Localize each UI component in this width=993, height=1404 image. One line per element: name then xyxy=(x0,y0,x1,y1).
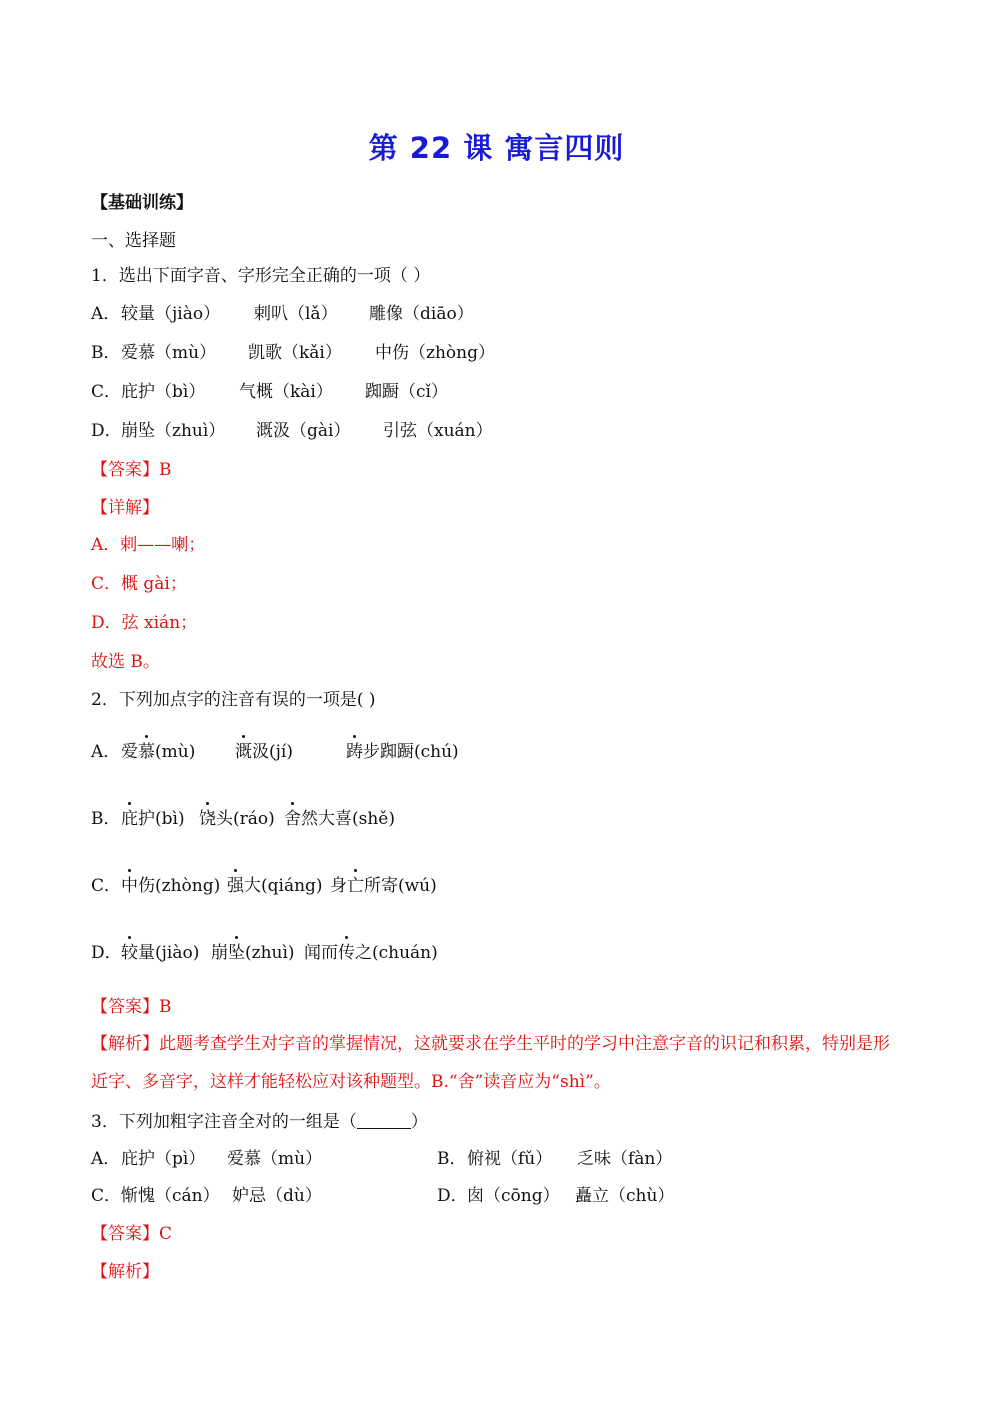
dotted-char: 坠 xyxy=(228,943,245,963)
answer-value: B xyxy=(159,460,172,480)
option-item: 庇护（bì） xyxy=(121,382,206,402)
q2-option-d[interactable] xyxy=(91,942,438,964)
option-label: A． xyxy=(91,304,121,324)
answer-value: B xyxy=(159,997,172,1017)
q1-option-c[interactable] xyxy=(91,381,448,403)
option-label: D． xyxy=(91,421,122,441)
option-label: B． xyxy=(91,809,121,829)
q1-explain-line: D．弦 xián； xyxy=(91,613,198,633)
option-item: 惭愧（cán） xyxy=(121,1186,220,1206)
option-item: 庇护(bì) xyxy=(121,809,185,829)
option-item: 强大(qiáng) xyxy=(227,876,323,896)
dotted-char: 饶 xyxy=(199,809,216,829)
q2-analysis xyxy=(91,1025,901,1101)
option-item: 引弦（xuán） xyxy=(383,421,493,441)
option-label: C． xyxy=(91,876,122,896)
q1-explain-label: 【详解】 xyxy=(91,498,159,518)
option-item: 矗立（chù） xyxy=(575,1186,675,1206)
option-item: 爱慕（mù） xyxy=(227,1149,323,1169)
option-label: A． xyxy=(91,1149,121,1169)
q1-explain-line: A．剌——喇； xyxy=(91,535,206,555)
option-label: D． xyxy=(437,1186,468,1206)
option-label: A． xyxy=(91,742,121,762)
q2-stem: 2．下列加点字的注音有误的一项是( ) xyxy=(91,690,376,710)
q1-explain-line: 故选 B。 xyxy=(91,652,160,672)
analysis-text: 此题考查学生对字音的掌握情况，这就要求在学生平时的学习中注意字音的识记和积累，特别是形近字、多音字，这样才能轻松应对该种题型。B.“舍”读音应为“shì”。 xyxy=(91,1034,890,1092)
q2-option-a[interactable] xyxy=(91,741,459,763)
page-title: 第 22 课 寓言四则 xyxy=(368,131,625,165)
q2-answer xyxy=(91,996,172,1018)
q2-option-b[interactable] xyxy=(91,808,395,830)
dotted-char: 传 xyxy=(338,943,355,963)
dotted-char: 踌 xyxy=(346,742,363,762)
answer-value: C xyxy=(159,1224,173,1244)
q3-option-a[interactable] xyxy=(91,1148,323,1170)
q1-stem: 1．选出下面字音、字形完全正确的一项（ ） xyxy=(91,266,431,286)
option-label: C． xyxy=(91,1186,122,1206)
option-item: 踟蹰（cǐ） xyxy=(365,382,448,402)
q1-explain-line: C．概 gài； xyxy=(91,574,187,594)
option-item: 中伤(zhòng) xyxy=(121,876,221,896)
q3-option-d[interactable] xyxy=(437,1185,675,1207)
q3-answer xyxy=(91,1223,172,1245)
option-label: B． xyxy=(91,343,121,363)
option-item: 凯歌（kǎi） xyxy=(248,343,342,363)
option-item: 剌叭（lǎ） xyxy=(254,304,338,324)
option-item: 爱慕(mù) xyxy=(121,742,196,762)
answer-label: 【答案】 xyxy=(91,460,159,480)
q3-option-c[interactable] xyxy=(91,1185,322,1207)
q1-option-b[interactable] xyxy=(91,342,495,364)
dotted-char: 亡 xyxy=(347,876,364,896)
option-item: 踌步踟蹰(chú) xyxy=(346,742,459,762)
option-item: 舍然大喜(shě) xyxy=(284,809,395,829)
option-item: 乏味（fàn） xyxy=(577,1149,673,1169)
dotted-char: 较 xyxy=(121,943,138,963)
q3-analysis-label: 【解析】 xyxy=(91,1262,159,1282)
option-item: 中伤（zhòng） xyxy=(375,343,495,363)
q1-answer xyxy=(91,459,172,481)
answer-blank[interactable] xyxy=(357,1112,411,1129)
option-item: 崩坠（zhuì） xyxy=(121,421,226,441)
section-heading: 【基础训练】 xyxy=(91,193,193,213)
analysis-label: 【解析】 xyxy=(91,1034,159,1054)
option-item: 身亡所寄(wú) xyxy=(330,876,437,896)
q1-option-a[interactable] xyxy=(91,303,474,325)
part-heading: 一、选择题 xyxy=(91,231,176,251)
dotted-char: 中 xyxy=(121,876,138,896)
option-label: D． xyxy=(91,943,122,963)
q2-option-c[interactable] xyxy=(91,875,437,897)
answer-label: 【答案】 xyxy=(91,1224,159,1244)
option-item: 雕像（diāo） xyxy=(369,304,474,324)
q1-option-d[interactable] xyxy=(91,420,493,442)
option-item: 气概（kài） xyxy=(239,382,333,402)
dotted-char: 舍 xyxy=(284,809,301,829)
q3-stem: 3．下列加粗字注音全对的一组是（ ） xyxy=(91,1112,428,1132)
option-item: 爱慕（mù） xyxy=(121,343,217,363)
option-item: 囱（cōng） xyxy=(467,1186,560,1206)
answer-label: 【答案】 xyxy=(91,997,159,1017)
option-item: 较量(jiào) xyxy=(121,943,200,963)
option-item: 溉汲(jí) xyxy=(235,742,293,762)
option-item: 较量（jiào） xyxy=(121,304,221,324)
option-item: 闻而传之(chuán) xyxy=(304,943,438,963)
option-item: 俯视（fǔ） xyxy=(467,1149,553,1169)
dotted-char: 溉 xyxy=(235,742,252,762)
q3-option-b[interactable] xyxy=(437,1148,673,1170)
option-label: B． xyxy=(437,1149,467,1169)
option-item: 崩坠(zhuì) xyxy=(211,943,295,963)
option-item: 饶头(ráo) xyxy=(199,809,275,829)
dotted-char: 慕 xyxy=(138,742,155,762)
option-item: 庇护（pì） xyxy=(121,1149,206,1169)
option-item: 妒忌（dù） xyxy=(232,1186,322,1206)
dotted-char: 强 xyxy=(227,876,244,896)
dotted-char: 庇 xyxy=(121,809,138,829)
option-item: 溉汲（gài） xyxy=(256,421,351,441)
option-label: C． xyxy=(91,382,122,402)
